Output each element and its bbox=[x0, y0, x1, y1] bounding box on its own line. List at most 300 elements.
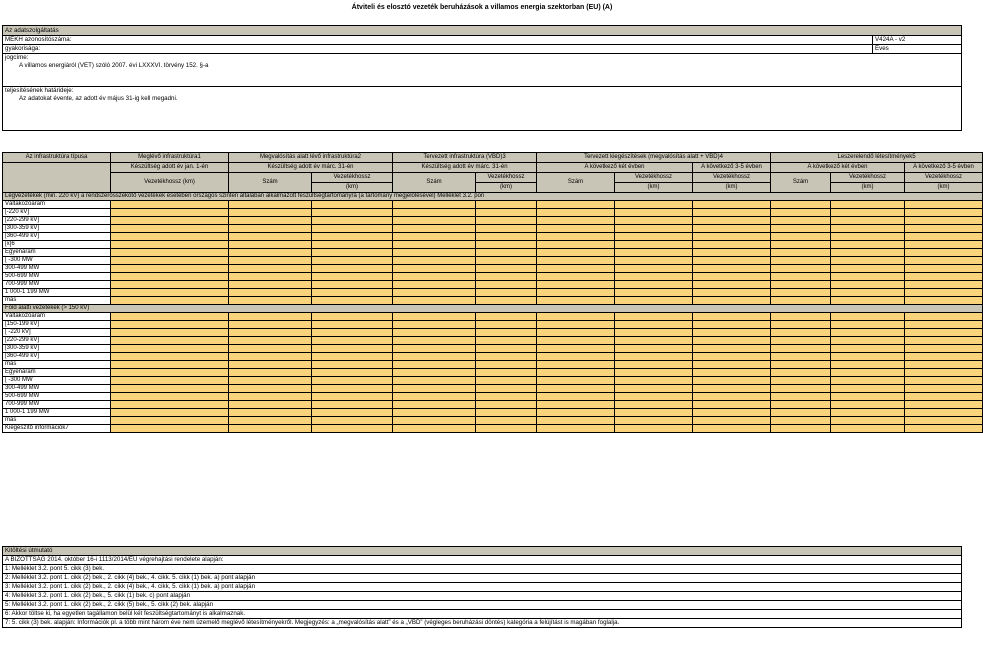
input-cell[interactable] bbox=[693, 217, 771, 225]
input-cell[interactable] bbox=[537, 201, 615, 209]
input-cell[interactable] bbox=[693, 265, 771, 273]
input-cell[interactable] bbox=[393, 297, 476, 305]
input-cell[interactable] bbox=[111, 417, 229, 425]
input-cell[interactable] bbox=[393, 313, 476, 321]
input-cell[interactable] bbox=[905, 401, 983, 409]
input-cell[interactable] bbox=[476, 369, 537, 377]
input-cell[interactable] bbox=[615, 321, 693, 329]
input-cell[interactable] bbox=[831, 209, 905, 217]
input-cell[interactable] bbox=[693, 345, 771, 353]
input-cell[interactable] bbox=[312, 425, 393, 433]
input-cell[interactable] bbox=[312, 281, 393, 289]
input-cell[interactable] bbox=[312, 297, 393, 305]
input-cell[interactable] bbox=[229, 297, 312, 305]
input-cell[interactable] bbox=[111, 353, 229, 361]
input-cell[interactable] bbox=[229, 385, 312, 393]
input-cell[interactable] bbox=[693, 289, 771, 297]
input-cell[interactable] bbox=[831, 273, 905, 281]
input-cell[interactable] bbox=[831, 201, 905, 209]
input-cell[interactable] bbox=[693, 353, 771, 361]
input-cell[interactable] bbox=[229, 249, 312, 257]
input-cell[interactable] bbox=[393, 353, 476, 361]
input-cell[interactable] bbox=[693, 369, 771, 377]
input-cell[interactable] bbox=[831, 377, 905, 385]
input-cell[interactable] bbox=[476, 217, 537, 225]
input-cell[interactable] bbox=[615, 329, 693, 337]
input-cell[interactable] bbox=[111, 201, 229, 209]
input-cell[interactable] bbox=[615, 281, 693, 289]
input-cell[interactable] bbox=[229, 321, 312, 329]
input-cell[interactable] bbox=[905, 209, 983, 217]
input-cell[interactable] bbox=[771, 209, 831, 217]
input-cell[interactable] bbox=[537, 329, 615, 337]
input-cell[interactable] bbox=[312, 257, 393, 265]
input-cell[interactable] bbox=[312, 249, 393, 257]
input-cell[interactable] bbox=[693, 337, 771, 345]
input-cell[interactable] bbox=[693, 209, 771, 217]
input-cell[interactable] bbox=[476, 377, 537, 385]
input-cell[interactable] bbox=[771, 377, 831, 385]
input-cell[interactable] bbox=[615, 249, 693, 257]
input-cell[interactable] bbox=[771, 369, 831, 377]
input-cell[interactable] bbox=[771, 321, 831, 329]
input-cell[interactable] bbox=[831, 337, 905, 345]
input-cell[interactable] bbox=[393, 265, 476, 273]
input-cell[interactable] bbox=[111, 401, 229, 409]
input-cell[interactable] bbox=[312, 409, 393, 417]
input-cell[interactable] bbox=[615, 289, 693, 297]
input-cell[interactable] bbox=[537, 289, 615, 297]
input-cell[interactable] bbox=[693, 313, 771, 321]
input-cell[interactable] bbox=[537, 217, 615, 225]
input-cell[interactable] bbox=[771, 361, 831, 369]
input-cell[interactable] bbox=[312, 337, 393, 345]
input-cell[interactable] bbox=[476, 249, 537, 257]
input-cell[interactable] bbox=[476, 265, 537, 273]
input-cell[interactable] bbox=[476, 361, 537, 369]
input-cell[interactable] bbox=[229, 393, 312, 401]
input-cell[interactable] bbox=[905, 425, 983, 433]
input-cell[interactable] bbox=[229, 225, 312, 233]
input-cell[interactable] bbox=[393, 409, 476, 417]
input-cell[interactable] bbox=[905, 249, 983, 257]
input-cell[interactable] bbox=[393, 337, 476, 345]
input-cell[interactable] bbox=[229, 281, 312, 289]
input-cell[interactable] bbox=[693, 329, 771, 337]
input-cell[interactable] bbox=[229, 369, 312, 377]
input-cell[interactable] bbox=[312, 209, 393, 217]
input-cell[interactable] bbox=[771, 249, 831, 257]
input-cell[interactable] bbox=[537, 313, 615, 321]
input-cell[interactable] bbox=[905, 337, 983, 345]
input-cell[interactable] bbox=[615, 273, 693, 281]
input-cell[interactable] bbox=[229, 289, 312, 297]
input-cell[interactable] bbox=[312, 233, 393, 241]
input-cell[interactable] bbox=[476, 425, 537, 433]
input-cell[interactable] bbox=[393, 321, 476, 329]
input-cell[interactable] bbox=[905, 409, 983, 417]
input-cell[interactable] bbox=[537, 417, 615, 425]
input-cell[interactable] bbox=[476, 385, 537, 393]
input-cell[interactable] bbox=[693, 257, 771, 265]
input-cell[interactable] bbox=[537, 209, 615, 217]
input-cell[interactable] bbox=[615, 337, 693, 345]
input-cell[interactable] bbox=[111, 257, 229, 265]
input-cell[interactable] bbox=[111, 297, 229, 305]
input-cell[interactable] bbox=[771, 201, 831, 209]
input-cell[interactable] bbox=[111, 217, 229, 225]
input-cell[interactable] bbox=[537, 385, 615, 393]
input-cell[interactable] bbox=[476, 401, 537, 409]
input-cell[interactable] bbox=[905, 201, 983, 209]
input-cell[interactable] bbox=[693, 273, 771, 281]
input-cell[interactable] bbox=[312, 401, 393, 409]
input-cell[interactable] bbox=[229, 417, 312, 425]
input-cell[interactable] bbox=[831, 393, 905, 401]
input-cell[interactable] bbox=[615, 385, 693, 393]
input-cell[interactable] bbox=[229, 265, 312, 273]
input-cell[interactable] bbox=[771, 425, 831, 433]
input-cell[interactable] bbox=[615, 401, 693, 409]
input-cell[interactable] bbox=[111, 313, 229, 321]
input-cell[interactable] bbox=[229, 241, 312, 249]
input-cell[interactable] bbox=[905, 225, 983, 233]
input-cell[interactable] bbox=[312, 385, 393, 393]
input-cell[interactable] bbox=[831, 249, 905, 257]
input-cell[interactable] bbox=[693, 225, 771, 233]
input-cell[interactable] bbox=[537, 265, 615, 273]
input-cell[interactable] bbox=[229, 313, 312, 321]
input-cell[interactable] bbox=[771, 265, 831, 273]
input-cell[interactable] bbox=[229, 425, 312, 433]
input-cell[interactable] bbox=[476, 201, 537, 209]
input-cell[interactable] bbox=[312, 361, 393, 369]
input-cell[interactable] bbox=[771, 289, 831, 297]
input-cell[interactable] bbox=[312, 265, 393, 273]
input-cell[interactable] bbox=[393, 289, 476, 297]
input-cell[interactable] bbox=[771, 401, 831, 409]
input-cell[interactable] bbox=[831, 417, 905, 425]
input-cell[interactable] bbox=[905, 289, 983, 297]
input-cell[interactable] bbox=[476, 241, 537, 249]
input-cell[interactable] bbox=[831, 321, 905, 329]
input-cell[interactable] bbox=[615, 201, 693, 209]
input-cell[interactable] bbox=[615, 417, 693, 425]
input-cell[interactable] bbox=[393, 273, 476, 281]
input-cell[interactable] bbox=[393, 225, 476, 233]
input-cell[interactable] bbox=[229, 217, 312, 225]
input-cell[interactable] bbox=[537, 225, 615, 233]
input-cell[interactable] bbox=[905, 313, 983, 321]
input-cell[interactable] bbox=[476, 297, 537, 305]
input-cell[interactable] bbox=[476, 321, 537, 329]
input-cell[interactable] bbox=[476, 417, 537, 425]
input-cell[interactable] bbox=[537, 369, 615, 377]
input-cell[interactable] bbox=[312, 225, 393, 233]
input-cell[interactable] bbox=[111, 377, 229, 385]
input-cell[interactable] bbox=[111, 209, 229, 217]
input-cell[interactable] bbox=[693, 401, 771, 409]
input-cell[interactable] bbox=[312, 329, 393, 337]
input-cell[interactable] bbox=[111, 409, 229, 417]
input-cell[interactable] bbox=[393, 233, 476, 241]
input-cell[interactable] bbox=[111, 281, 229, 289]
input-cell[interactable] bbox=[831, 409, 905, 417]
input-cell[interactable] bbox=[537, 409, 615, 417]
input-cell[interactable] bbox=[831, 369, 905, 377]
input-cell[interactable] bbox=[393, 209, 476, 217]
input-cell[interactable] bbox=[693, 297, 771, 305]
input-cell[interactable] bbox=[693, 393, 771, 401]
input-cell[interactable] bbox=[615, 409, 693, 417]
input-cell[interactable] bbox=[111, 241, 229, 249]
input-cell[interactable] bbox=[229, 257, 312, 265]
input-cell[interactable] bbox=[312, 241, 393, 249]
input-cell[interactable] bbox=[537, 337, 615, 345]
input-cell[interactable] bbox=[111, 273, 229, 281]
input-cell[interactable] bbox=[771, 233, 831, 241]
input-cell[interactable] bbox=[831, 313, 905, 321]
input-cell[interactable] bbox=[537, 233, 615, 241]
input-cell[interactable] bbox=[393, 241, 476, 249]
input-cell[interactable] bbox=[393, 201, 476, 209]
input-cell[interactable] bbox=[111, 345, 229, 353]
input-cell[interactable] bbox=[771, 225, 831, 233]
input-cell[interactable] bbox=[831, 329, 905, 337]
input-cell[interactable] bbox=[393, 329, 476, 337]
input-cell[interactable] bbox=[393, 385, 476, 393]
input-cell[interactable] bbox=[393, 425, 476, 433]
input-cell[interactable] bbox=[831, 353, 905, 361]
input-cell[interactable] bbox=[476, 273, 537, 281]
input-cell[interactable] bbox=[537, 353, 615, 361]
input-cell[interactable] bbox=[537, 361, 615, 369]
input-cell[interactable] bbox=[905, 297, 983, 305]
input-cell[interactable] bbox=[111, 425, 229, 433]
input-cell[interactable] bbox=[111, 369, 229, 377]
input-cell[interactable] bbox=[615, 257, 693, 265]
input-cell[interactable] bbox=[111, 225, 229, 233]
input-cell[interactable] bbox=[393, 345, 476, 353]
input-cell[interactable] bbox=[393, 417, 476, 425]
input-cell[interactable] bbox=[693, 425, 771, 433]
input-cell[interactable] bbox=[111, 233, 229, 241]
input-cell[interactable] bbox=[312, 273, 393, 281]
input-cell[interactable] bbox=[831, 361, 905, 369]
input-cell[interactable] bbox=[771, 273, 831, 281]
input-cell[interactable] bbox=[615, 361, 693, 369]
input-cell[interactable] bbox=[831, 297, 905, 305]
input-cell[interactable] bbox=[771, 409, 831, 417]
input-cell[interactable] bbox=[771, 353, 831, 361]
input-cell[interactable] bbox=[312, 217, 393, 225]
input-cell[interactable] bbox=[312, 369, 393, 377]
input-cell[interactable] bbox=[905, 257, 983, 265]
input-cell[interactable] bbox=[905, 369, 983, 377]
input-cell[interactable] bbox=[771, 313, 831, 321]
input-cell[interactable] bbox=[615, 225, 693, 233]
input-cell[interactable] bbox=[476, 337, 537, 345]
input-cell[interactable] bbox=[693, 321, 771, 329]
input-cell[interactable] bbox=[476, 345, 537, 353]
input-cell[interactable] bbox=[771, 257, 831, 265]
input-cell[interactable] bbox=[615, 265, 693, 273]
input-cell[interactable] bbox=[393, 281, 476, 289]
input-cell[interactable] bbox=[476, 257, 537, 265]
input-cell[interactable] bbox=[312, 289, 393, 297]
input-cell[interactable] bbox=[831, 401, 905, 409]
input-cell[interactable] bbox=[905, 217, 983, 225]
input-cell[interactable] bbox=[111, 289, 229, 297]
input-cell[interactable] bbox=[905, 273, 983, 281]
input-cell[interactable] bbox=[111, 249, 229, 257]
input-cell[interactable] bbox=[229, 201, 312, 209]
input-cell[interactable] bbox=[476, 353, 537, 361]
input-cell[interactable] bbox=[229, 273, 312, 281]
input-cell[interactable] bbox=[905, 345, 983, 353]
input-cell[interactable] bbox=[111, 265, 229, 273]
input-cell[interactable] bbox=[905, 241, 983, 249]
input-cell[interactable] bbox=[476, 313, 537, 321]
input-cell[interactable] bbox=[831, 257, 905, 265]
input-cell[interactable] bbox=[111, 385, 229, 393]
input-cell[interactable] bbox=[693, 241, 771, 249]
input-cell[interactable] bbox=[693, 377, 771, 385]
input-cell[interactable] bbox=[537, 377, 615, 385]
input-cell[interactable] bbox=[312, 353, 393, 361]
input-cell[interactable] bbox=[393, 377, 476, 385]
input-cell[interactable] bbox=[229, 401, 312, 409]
input-cell[interactable] bbox=[537, 345, 615, 353]
input-cell[interactable] bbox=[476, 233, 537, 241]
input-cell[interactable] bbox=[771, 329, 831, 337]
input-cell[interactable] bbox=[229, 329, 312, 337]
input-cell[interactable] bbox=[312, 321, 393, 329]
input-cell[interactable] bbox=[693, 281, 771, 289]
input-cell[interactable] bbox=[393, 369, 476, 377]
input-cell[interactable] bbox=[111, 321, 229, 329]
input-cell[interactable] bbox=[537, 401, 615, 409]
input-cell[interactable] bbox=[476, 329, 537, 337]
input-cell[interactable] bbox=[771, 393, 831, 401]
input-cell[interactable] bbox=[905, 233, 983, 241]
input-cell[interactable] bbox=[771, 217, 831, 225]
input-cell[interactable] bbox=[312, 417, 393, 425]
input-cell[interactable] bbox=[831, 345, 905, 353]
input-cell[interactable] bbox=[476, 209, 537, 217]
input-cell[interactable] bbox=[905, 329, 983, 337]
input-cell[interactable] bbox=[771, 281, 831, 289]
input-cell[interactable] bbox=[615, 393, 693, 401]
input-cell[interactable] bbox=[615, 313, 693, 321]
input-cell[interactable] bbox=[831, 385, 905, 393]
input-cell[interactable] bbox=[831, 241, 905, 249]
input-cell[interactable] bbox=[312, 345, 393, 353]
input-cell[interactable] bbox=[905, 393, 983, 401]
input-cell[interactable] bbox=[615, 209, 693, 217]
input-cell[interactable] bbox=[229, 353, 312, 361]
input-cell[interactable] bbox=[693, 249, 771, 257]
input-cell[interactable] bbox=[229, 337, 312, 345]
input-cell[interactable] bbox=[615, 217, 693, 225]
input-cell[interactable] bbox=[831, 233, 905, 241]
input-cell[interactable] bbox=[771, 417, 831, 425]
input-cell[interactable] bbox=[111, 361, 229, 369]
input-cell[interactable] bbox=[615, 377, 693, 385]
input-cell[interactable] bbox=[312, 201, 393, 209]
input-cell[interactable] bbox=[615, 241, 693, 249]
input-cell[interactable] bbox=[111, 337, 229, 345]
input-cell[interactable] bbox=[905, 377, 983, 385]
input-cell[interactable] bbox=[831, 265, 905, 273]
input-cell[interactable] bbox=[693, 385, 771, 393]
input-cell[interactable] bbox=[693, 201, 771, 209]
input-cell[interactable] bbox=[831, 217, 905, 225]
input-cell[interactable] bbox=[615, 345, 693, 353]
input-cell[interactable] bbox=[229, 409, 312, 417]
input-cell[interactable] bbox=[476, 289, 537, 297]
input-cell[interactable] bbox=[905, 361, 983, 369]
input-cell[interactable] bbox=[476, 393, 537, 401]
input-cell[interactable] bbox=[229, 361, 312, 369]
input-cell[interactable] bbox=[771, 345, 831, 353]
input-cell[interactable] bbox=[905, 265, 983, 273]
input-cell[interactable] bbox=[831, 289, 905, 297]
input-cell[interactable] bbox=[693, 361, 771, 369]
input-cell[interactable] bbox=[229, 209, 312, 217]
input-cell[interactable] bbox=[693, 409, 771, 417]
input-cell[interactable] bbox=[229, 233, 312, 241]
input-cell[interactable] bbox=[537, 281, 615, 289]
input-cell[interactable] bbox=[537, 321, 615, 329]
input-cell[interactable] bbox=[905, 353, 983, 361]
input-cell[interactable] bbox=[393, 257, 476, 265]
input-cell[interactable] bbox=[476, 409, 537, 417]
input-cell[interactable] bbox=[476, 225, 537, 233]
input-cell[interactable] bbox=[393, 401, 476, 409]
input-cell[interactable] bbox=[771, 241, 831, 249]
input-cell[interactable] bbox=[537, 273, 615, 281]
input-cell[interactable] bbox=[537, 297, 615, 305]
input-cell[interactable] bbox=[615, 425, 693, 433]
input-cell[interactable] bbox=[476, 281, 537, 289]
input-cell[interactable] bbox=[229, 345, 312, 353]
input-cell[interactable] bbox=[537, 241, 615, 249]
input-cell[interactable] bbox=[905, 321, 983, 329]
input-cell[interactable] bbox=[831, 225, 905, 233]
input-cell[interactable] bbox=[905, 385, 983, 393]
input-cell[interactable] bbox=[771, 385, 831, 393]
input-cell[interactable] bbox=[393, 217, 476, 225]
input-cell[interactable] bbox=[771, 337, 831, 345]
input-cell[interactable] bbox=[771, 297, 831, 305]
input-cell[interactable] bbox=[537, 425, 615, 433]
input-cell[interactable] bbox=[831, 425, 905, 433]
input-cell[interactable] bbox=[312, 377, 393, 385]
input-cell[interactable] bbox=[393, 249, 476, 257]
input-cell[interactable] bbox=[615, 297, 693, 305]
input-cell[interactable] bbox=[905, 417, 983, 425]
input-cell[interactable] bbox=[693, 233, 771, 241]
input-cell[interactable] bbox=[693, 417, 771, 425]
input-cell[interactable] bbox=[393, 393, 476, 401]
input-cell[interactable] bbox=[905, 281, 983, 289]
input-cell[interactable] bbox=[615, 369, 693, 377]
input-cell[interactable] bbox=[537, 249, 615, 257]
input-cell[interactable] bbox=[615, 353, 693, 361]
input-cell[interactable] bbox=[537, 393, 615, 401]
input-cell[interactable] bbox=[615, 233, 693, 241]
